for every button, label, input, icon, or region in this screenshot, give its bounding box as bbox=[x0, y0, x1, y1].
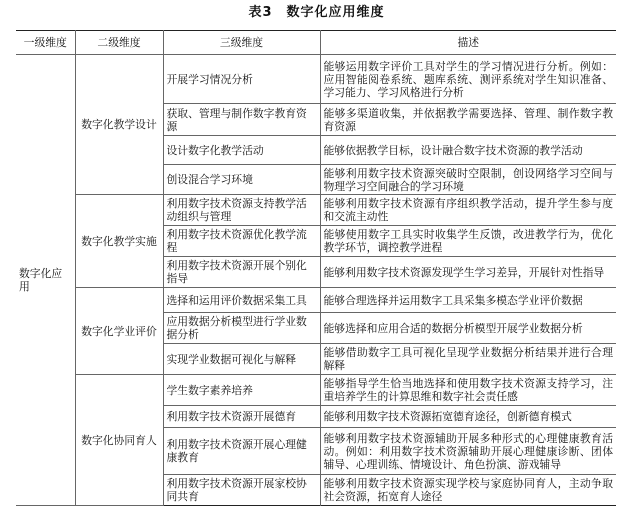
description-cell: 能够多渠道收集，并依据教学需要选择、管理、制作数字教育资源 bbox=[320, 104, 616, 136]
level3-cell: 利用数字技术资源开展个别化指导 bbox=[163, 257, 320, 288]
level3-cell: 获取、管理与制作数字教育资源 bbox=[163, 104, 320, 136]
level3-cell: 利用数字技术资源支持教学活动组织与管理 bbox=[163, 195, 320, 226]
description-cell: 能够合理选择并运用数字工具采集多模态学业评价数据 bbox=[320, 288, 616, 313]
header-row bbox=[16, 31, 616, 55]
description-cell: 能够利用数字技术资源辅助开展多种形式的心理健康教育活动。例如：利用数字技术资源辅助开展心理健康诊断、团体辅导、心理训练、情境设计、角色扮演、游戏辅导 bbox=[320, 428, 616, 475]
level3-cell: 实现学业数据可视化与解释 bbox=[163, 344, 320, 375]
header-level2: 二级维度 bbox=[75, 31, 163, 55]
level1-cell: 数字化应用 bbox=[16, 55, 75, 506]
level3-cell: 利用数字技术资源开展德育 bbox=[163, 406, 320, 428]
header-description: 描述 bbox=[320, 31, 616, 55]
description-cell: 能够利用数字技术资源有序组织教学活动，提升学生参与度和交流主动性 bbox=[320, 195, 616, 226]
description-cell: 能够利用数字技术资源突破时空限制，创设网络学习空间与物理学习空间融合的学习环境 bbox=[320, 165, 616, 195]
level2-cell: 数字化教学设计 bbox=[75, 55, 163, 195]
description-cell: 能够使用数字工具实时收集学生反馈，改进教学行为，优化教学环节，调控教学进程 bbox=[320, 226, 616, 257]
description-cell: 能够借助数字工具可视化呈现学业数据分析结果并进行合理解释 bbox=[320, 344, 616, 375]
digital-application-table bbox=[16, 30, 616, 506]
level3-cell: 应用数据分析模型进行学业数据分析 bbox=[163, 313, 320, 344]
description-cell: 能够利用数字技术资源拓宽德育途径，创新德育模式 bbox=[320, 406, 616, 428]
description-cell: 能够利用数字技术资源实现学校与家庭协同育人，主动争取社会资源，拓宽育人途径 bbox=[320, 475, 616, 506]
table-row bbox=[16, 195, 616, 226]
table-row bbox=[16, 375, 616, 406]
description-cell: 能够指导学生恰当地选择和使用数字技术资源支持学习，注重培养学生的计算思维和数字社会责任感 bbox=[320, 375, 616, 406]
level2-cell: 数字化学业评价 bbox=[75, 288, 163, 375]
level3-cell: 创设混合学习环境 bbox=[163, 165, 320, 195]
table-row bbox=[16, 55, 616, 104]
level2-cell: 数字化协同育人 bbox=[75, 375, 163, 506]
table-row bbox=[16, 288, 616, 313]
level2-cell: 数字化教学实施 bbox=[75, 195, 163, 288]
level3-cell: 利用数字技术资源优化教学流程 bbox=[163, 226, 320, 257]
level3-cell: 选择和运用评价数据采集工具 bbox=[163, 288, 320, 313]
description-cell: 能够利用数字技术资源发现学生学习差异，开展针对性指导 bbox=[320, 257, 616, 288]
table-caption: 表3 数字化应用维度 bbox=[248, 5, 385, 20]
description-cell: 能够依据教学目标，设计融合数字技术资源的教学活动 bbox=[320, 136, 616, 165]
description-cell: 能够选择和应用合适的数据分析模型开展学业数据分析 bbox=[320, 313, 616, 344]
level3-cell: 利用数字技术资源开展心理健康教育 bbox=[163, 428, 320, 475]
header-level3: 三级维度 bbox=[163, 31, 320, 55]
level3-cell: 利用数字技术资源开展家校协同共育 bbox=[163, 475, 320, 506]
header-level1: 一级维度 bbox=[16, 31, 75, 55]
level3-cell: 开展学习情况分析 bbox=[163, 55, 320, 104]
level3-cell: 学生数字素养培养 bbox=[163, 375, 320, 406]
description-cell: 能够运用数字评价工具对学生的学习情况进行分析。例如：应用智能阅卷系统、题库系统、测评系统对学生知识准备、学习能力、学习风格进行分析 bbox=[320, 55, 616, 104]
level3-cell: 设计数字化教学活动 bbox=[163, 136, 320, 165]
